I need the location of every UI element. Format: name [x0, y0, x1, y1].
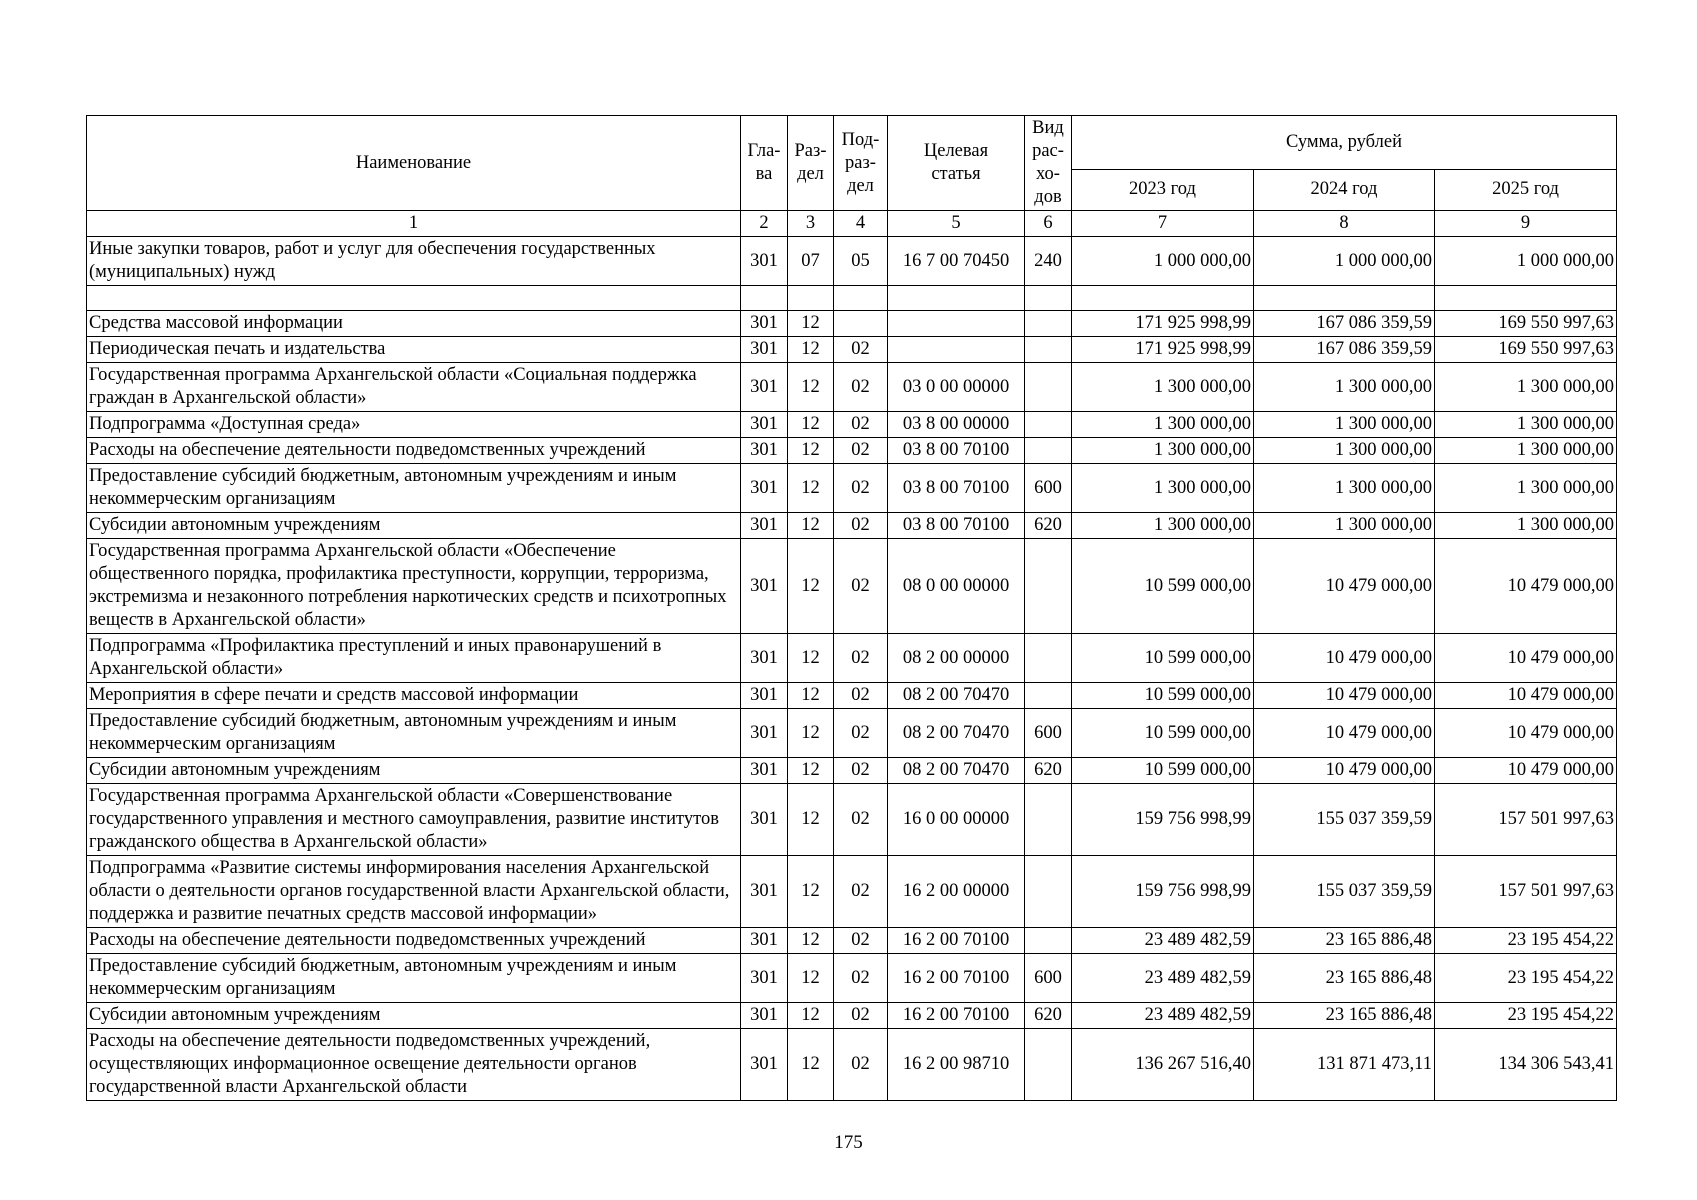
row-glava: 301 — [741, 311, 788, 337]
row-amount-2023 — [1072, 286, 1254, 311]
row-amount-2024: 1 300 000,00 — [1254, 438, 1435, 464]
row-amount-2024: 1 300 000,00 — [1254, 363, 1435, 412]
table-row — [87, 363, 1617, 412]
row-amount-2024: 167 086 359,59 — [1254, 311, 1435, 337]
row-amount-2024: 10 479 000,00 — [1254, 634, 1435, 683]
column-number: 5 — [888, 211, 1025, 237]
row-celevaya-statya: 08 2 00 00000 — [888, 634, 1025, 683]
row-vid-rashodov — [1025, 311, 1072, 337]
row-amount-2023: 159 756 998,99 — [1072, 784, 1254, 856]
table-row — [87, 709, 1617, 758]
row-glava: 301 — [741, 856, 788, 928]
row-amount-2025: 1 300 000,00 — [1435, 363, 1617, 412]
table-row — [87, 513, 1617, 539]
row-name: Периодическая печать и издательства — [87, 337, 741, 363]
row-vid-rashodov: 620 — [1025, 1003, 1072, 1029]
row-podrazdel: 02 — [834, 363, 888, 412]
row-amount-2025: 169 550 997,63 — [1435, 337, 1617, 363]
row-amount-2023: 1 000 000,00 — [1072, 237, 1254, 286]
row-name: Государственная программа Архангельской области «Социальная поддержка граждан в Архангельской области» — [87, 363, 741, 412]
row-vid-rashodov — [1025, 1029, 1072, 1101]
row-celevaya-statya: 03 0 00 00000 — [888, 363, 1025, 412]
row-amount-2024: 23 165 886,48 — [1254, 928, 1435, 954]
table-row-empty — [87, 286, 1617, 311]
row-podrazdel — [834, 286, 888, 311]
row-podrazdel: 02 — [834, 856, 888, 928]
row-vid-rashodov — [1025, 337, 1072, 363]
column-number: 6 — [1025, 211, 1072, 237]
row-vid-rashodov: 240 — [1025, 237, 1072, 286]
row-podrazdel: 02 — [834, 539, 888, 634]
row-amount-2023: 171 925 998,99 — [1072, 311, 1254, 337]
row-name: Расходы на обеспечение деятельности подведомственных учреждений — [87, 438, 741, 464]
row-amount-2024: 1 300 000,00 — [1254, 464, 1435, 513]
row-amount-2023: 1 300 000,00 — [1072, 412, 1254, 438]
row-amount-2025: 23 195 454,22 — [1435, 954, 1617, 1003]
row-glava: 301 — [741, 464, 788, 513]
row-amount-2025: 1 300 000,00 — [1435, 464, 1617, 513]
row-celevaya-statya: 03 8 00 70100 — [888, 513, 1025, 539]
row-amount-2025 — [1435, 286, 1617, 311]
header-razdel-text: Раз- дел — [794, 141, 827, 184]
row-name: Подпрограмма «Развитие системы информирования населения Архангельской области о деятельности органов государственной власти Архангельской области, поддержка и развитие печатных средств массовой информации» — [87, 856, 741, 928]
row-name: Подпрограмма «Доступная среда» — [87, 412, 741, 438]
row-amount-2023: 23 489 482,59 — [1072, 928, 1254, 954]
row-podrazdel: 02 — [834, 412, 888, 438]
row-razdel: 12 — [788, 856, 834, 928]
row-amount-2024: 10 479 000,00 — [1254, 709, 1435, 758]
row-razdel: 12 — [788, 337, 834, 363]
row-podrazdel: 02 — [834, 954, 888, 1003]
row-vid-rashodov: 620 — [1025, 513, 1072, 539]
header-vid-rashodov — [1025, 116, 1072, 211]
row-amount-2023: 1 300 000,00 — [1072, 464, 1254, 513]
row-amount-2024: 155 037 359,59 — [1254, 856, 1435, 928]
row-razdel: 12 — [788, 683, 834, 709]
row-amount-2025: 169 550 997,63 — [1435, 311, 1617, 337]
table-row — [87, 758, 1617, 784]
row-podrazdel: 02 — [834, 337, 888, 363]
row-celevaya-statya: 16 2 00 00000 — [888, 856, 1025, 928]
header-razdel — [788, 116, 834, 211]
row-podrazdel: 02 — [834, 1003, 888, 1029]
column-number: 8 — [1254, 211, 1435, 237]
row-amount-2023: 1 300 000,00 — [1072, 438, 1254, 464]
row-celevaya-statya — [888, 286, 1025, 311]
row-amount-2025: 157 501 997,63 — [1435, 784, 1617, 856]
table-row — [87, 683, 1617, 709]
row-glava: 301 — [741, 1003, 788, 1029]
row-podrazdel: 02 — [834, 464, 888, 513]
row-amount-2024: 131 871 473,11 — [1254, 1029, 1435, 1101]
row-podrazdel: 02 — [834, 709, 888, 758]
row-razdel: 12 — [788, 758, 834, 784]
row-amount-2024: 10 479 000,00 — [1254, 758, 1435, 784]
row-glava: 301 — [741, 1029, 788, 1101]
row-name: Субсидии автономным учреждениям — [87, 1003, 741, 1029]
row-podrazdel: 02 — [834, 683, 888, 709]
budget-table — [86, 115, 1617, 1101]
row-celevaya-statya: 08 2 00 70470 — [888, 683, 1025, 709]
row-glava: 301 — [741, 412, 788, 438]
row-amount-2023: 23 489 482,59 — [1072, 954, 1254, 1003]
header-year-2025: 2025 год — [1435, 169, 1617, 210]
row-celevaya-statya: 08 2 00 70470 — [888, 758, 1025, 784]
row-vid-rashodov: 620 — [1025, 758, 1072, 784]
row-vid-rashodov — [1025, 438, 1072, 464]
column-number: 7 — [1072, 211, 1254, 237]
row-celevaya-statya: 16 2 00 70100 — [888, 1003, 1025, 1029]
row-vid-rashodov: 600 — [1025, 954, 1072, 1003]
row-name: Субсидии автономным учреждениям — [87, 758, 741, 784]
row-razdel — [788, 286, 834, 311]
header-glava — [741, 116, 788, 211]
table-body — [87, 237, 1617, 1101]
row-amount-2023: 1 300 000,00 — [1072, 513, 1254, 539]
row-amount-2025: 10 479 000,00 — [1435, 709, 1617, 758]
row-glava: 301 — [741, 363, 788, 412]
row-amount-2023: 10 599 000,00 — [1072, 709, 1254, 758]
row-vid-rashodov — [1025, 286, 1072, 311]
table-row — [87, 1029, 1617, 1101]
row-amount-2024: 23 165 886,48 — [1254, 954, 1435, 1003]
table-row — [87, 856, 1617, 928]
row-amount-2023: 10 599 000,00 — [1072, 539, 1254, 634]
row-vid-rashodov — [1025, 683, 1072, 709]
row-name: Государственная программа Архангельской области «Совершенствование государственного управления и местного самоуправления, развитие институтов гражданского общества в Архангельской области» — [87, 784, 741, 856]
header-row-top — [87, 116, 1617, 170]
row-podrazdel: 02 — [834, 634, 888, 683]
row-amount-2023: 10 599 000,00 — [1072, 758, 1254, 784]
row-glava: 301 — [741, 683, 788, 709]
row-razdel: 12 — [788, 928, 834, 954]
row-amount-2024 — [1254, 286, 1435, 311]
row-amount-2024: 155 037 359,59 — [1254, 784, 1435, 856]
row-name: Предоставление субсидий бюджетным, автономным учреждениям и иным некоммерческим организациям — [87, 954, 741, 1003]
row-amount-2024: 1 300 000,00 — [1254, 513, 1435, 539]
table-row — [87, 237, 1617, 286]
row-name: Субсидии автономным учреждениям — [87, 513, 741, 539]
row-amount-2023: 136 267 516,40 — [1072, 1029, 1254, 1101]
row-name — [87, 286, 741, 311]
row-celevaya-statya: 03 8 00 70100 — [888, 464, 1025, 513]
table-row — [87, 928, 1617, 954]
row-razdel: 12 — [788, 311, 834, 337]
row-razdel: 07 — [788, 237, 834, 286]
row-name: Предоставление субсидий бюджетным, автономным учреждениям и иным некоммерческим организациям — [87, 464, 741, 513]
row-amount-2025: 1 300 000,00 — [1435, 438, 1617, 464]
page-number: 175 — [834, 1132, 863, 1153]
row-celevaya-statya: 16 2 00 98710 — [888, 1029, 1025, 1101]
row-name: Расходы на обеспечение деятельности подведомственных учреждений, осуществляющих информационное освещение деятельности органов государственной власти Архангельской области — [87, 1029, 741, 1101]
row-celevaya-statya: 08 0 00 00000 — [888, 539, 1025, 634]
column-number: 1 — [87, 211, 741, 237]
row-celevaya-statya: 08 2 00 70470 — [888, 709, 1025, 758]
header-vid-text: Вид рас- хо- дов — [1032, 118, 1064, 207]
row-vid-rashodov — [1025, 412, 1072, 438]
table-row — [87, 954, 1617, 1003]
row-amount-2025: 157 501 997,63 — [1435, 856, 1617, 928]
row-name: Мероприятия в сфере печати и средств массовой информации — [87, 683, 741, 709]
header-celevaya-statya — [888, 116, 1025, 211]
row-amount-2025: 23 195 454,22 — [1435, 928, 1617, 954]
header-year-2023: 2023 год — [1072, 169, 1254, 210]
row-razdel: 12 — [788, 539, 834, 634]
header-glava-text: Гла- ва — [747, 141, 781, 184]
row-amount-2024: 1 000 000,00 — [1254, 237, 1435, 286]
row-celevaya-statya: 03 8 00 00000 — [888, 412, 1025, 438]
row-vid-rashodov — [1025, 928, 1072, 954]
header-summa: Сумма, рублей — [1072, 116, 1617, 170]
row-podrazdel: 02 — [834, 438, 888, 464]
row-razdel: 12 — [788, 709, 834, 758]
row-glava — [741, 286, 788, 311]
row-amount-2025: 1 000 000,00 — [1435, 237, 1617, 286]
table-row — [87, 311, 1617, 337]
table-row — [87, 438, 1617, 464]
row-amount-2025: 10 479 000,00 — [1435, 683, 1617, 709]
row-amount-2025: 10 479 000,00 — [1435, 539, 1617, 634]
row-celevaya-statya — [888, 311, 1025, 337]
row-amount-2023: 23 489 482,59 — [1072, 1003, 1254, 1029]
row-razdel: 12 — [788, 634, 834, 683]
row-amount-2023: 10 599 000,00 — [1072, 683, 1254, 709]
row-vid-rashodov: 600 — [1025, 709, 1072, 758]
row-glava: 301 — [741, 954, 788, 1003]
row-vid-rashodov — [1025, 634, 1072, 683]
row-glava: 301 — [741, 513, 788, 539]
row-amount-2024: 23 165 886,48 — [1254, 1003, 1435, 1029]
row-glava: 301 — [741, 784, 788, 856]
row-amount-2023: 10 599 000,00 — [1072, 634, 1254, 683]
table-row — [87, 464, 1617, 513]
table-row — [87, 412, 1617, 438]
row-amount-2023: 1 300 000,00 — [1072, 363, 1254, 412]
row-razdel: 12 — [788, 954, 834, 1003]
row-razdel: 12 — [788, 1003, 834, 1029]
column-number: 9 — [1435, 211, 1617, 237]
row-vid-rashodov — [1025, 539, 1072, 634]
row-amount-2025: 10 479 000,00 — [1435, 758, 1617, 784]
row-amount-2024: 10 479 000,00 — [1254, 539, 1435, 634]
table-row — [87, 539, 1617, 634]
row-glava: 301 — [741, 758, 788, 784]
column-number: 3 — [788, 211, 834, 237]
row-vid-rashodov — [1025, 784, 1072, 856]
row-glava: 301 — [741, 928, 788, 954]
row-podrazdel: 02 — [834, 513, 888, 539]
row-razdel: 12 — [788, 513, 834, 539]
table-row — [87, 337, 1617, 363]
row-celevaya-statya: 16 7 00 70450 — [888, 237, 1025, 286]
row-glava: 301 — [741, 539, 788, 634]
row-name: Средства массовой информации — [87, 311, 741, 337]
row-razdel: 12 — [788, 412, 834, 438]
row-glava: 301 — [741, 237, 788, 286]
row-amount-2024: 167 086 359,59 — [1254, 337, 1435, 363]
table-row — [87, 634, 1617, 683]
row-amount-2025: 1 300 000,00 — [1435, 513, 1617, 539]
row-amount-2025: 10 479 000,00 — [1435, 634, 1617, 683]
row-name: Подпрограмма «Профилактика преступлений и иных правонарушений в Архангельской области» — [87, 634, 741, 683]
row-amount-2024: 1 300 000,00 — [1254, 412, 1435, 438]
row-razdel: 12 — [788, 784, 834, 856]
row-amount-2025: 23 195 454,22 — [1435, 1003, 1617, 1029]
row-glava: 301 — [741, 438, 788, 464]
row-glava: 301 — [741, 634, 788, 683]
row-name: Государственная программа Архангельской области «Обеспечение общественного порядка, профилактика преступности, коррупции, терроризма, экстремизма и незаконного потребления наркотических средств и психотропных веществ в Архангельской области» — [87, 539, 741, 634]
row-celevaya-statya: 03 8 00 70100 — [888, 438, 1025, 464]
row-razdel: 12 — [788, 1029, 834, 1101]
row-vid-rashodov: 600 — [1025, 464, 1072, 513]
header-name: Наименование — [87, 116, 741, 211]
column-number: 4 — [834, 211, 888, 237]
row-razdel: 12 — [788, 363, 834, 412]
row-celevaya-statya: 16 0 00 00000 — [888, 784, 1025, 856]
row-name: Предоставление субсидий бюджетным, автономным учреждениям и иным некоммерческим организациям — [87, 709, 741, 758]
row-amount-2023: 159 756 998,99 — [1072, 856, 1254, 928]
row-podrazdel: 02 — [834, 784, 888, 856]
table-row — [87, 784, 1617, 856]
row-podrazdel: 02 — [834, 928, 888, 954]
row-amount-2025: 1 300 000,00 — [1435, 412, 1617, 438]
header-year-2024: 2024 год — [1254, 169, 1435, 210]
row-podrazdel: 02 — [834, 1029, 888, 1101]
column-number-row — [87, 211, 1617, 237]
row-celevaya-statya: 16 2 00 70100 — [888, 928, 1025, 954]
row-razdel: 12 — [788, 464, 834, 513]
row-amount-2025: 134 306 543,41 — [1435, 1029, 1617, 1101]
row-amount-2023: 171 925 998,99 — [1072, 337, 1254, 363]
row-razdel: 12 — [788, 438, 834, 464]
table-row — [87, 1003, 1617, 1029]
row-podrazdel: 05 — [834, 237, 888, 286]
column-number: 2 — [741, 211, 788, 237]
row-vid-rashodov — [1025, 856, 1072, 928]
row-name: Иные закупки товаров, работ и услуг для обеспечения государственных (муниципальных) нужд — [87, 237, 741, 286]
row-podrazdel — [834, 311, 888, 337]
header-podrazdel — [834, 116, 888, 211]
header-podrazdel-text: Под- раз- дел — [841, 129, 880, 196]
row-podrazdel: 02 — [834, 758, 888, 784]
document-page — [86, 115, 1616, 1101]
row-celevaya-statya: 16 2 00 70100 — [888, 954, 1025, 1003]
row-name: Расходы на обеспечение деятельности подведомственных учреждений — [87, 928, 741, 954]
row-vid-rashodov — [1025, 363, 1072, 412]
row-celevaya-statya — [888, 337, 1025, 363]
row-glava: 301 — [741, 337, 788, 363]
row-glava: 301 — [741, 709, 788, 758]
row-amount-2024: 10 479 000,00 — [1254, 683, 1435, 709]
header-celevaya-text: Целевая статья — [923, 141, 989, 184]
